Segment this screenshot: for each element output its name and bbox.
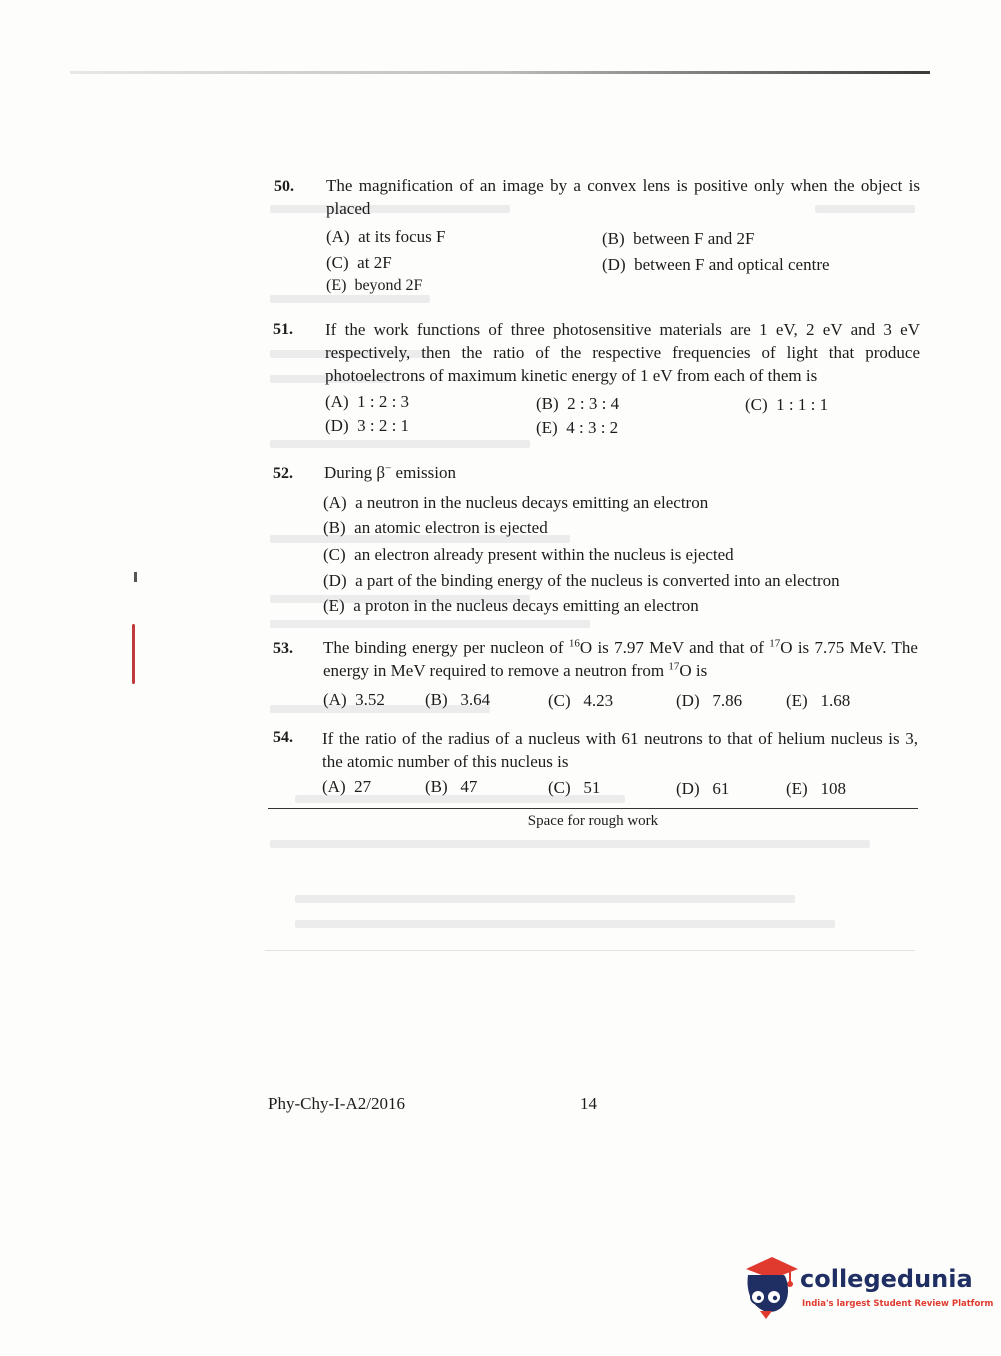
option-a: (A) 1 : 2 : 3: [325, 392, 410, 411]
option-d: (D) a part of the binding energy of the nucleus is converted into an electron: [323, 571, 840, 590]
mascot-icon: [742, 1255, 798, 1321]
option-c: (C) at 2F: [326, 253, 392, 272]
option-e: (E) a proton in the nucleus decays emitting an electron: [323, 596, 699, 615]
question-text: The binding energy per nucleon of $^{16}$O is 7.97 MeV and that of $^{17}$O is 7.75 MeV. The energy in MeV required to remove a neutron from $^{17}$O is: [323, 637, 918, 680]
question-text: If the ratio of the radius of a nucleus with 61 neutrons to that of helium nucleus is 3, the atomic number of this nucleus is: [322, 729, 918, 771]
page-number: 14: [580, 1094, 597, 1113]
question-number: 53.: [273, 640, 293, 657]
rough-work-divider: [268, 808, 918, 809]
question-number: 51.: [273, 321, 293, 338]
question-text: The magnification of an image by a convex lens is positive only when the object is placed: [326, 176, 920, 218]
option-d: (D) between F and optical centre: [602, 255, 830, 274]
option-b: (B) 3.64: [425, 690, 491, 709]
option-a: (A) at its focus F: [326, 227, 446, 246]
question-text: If the work functions of three photosensitive materials are 1 eV, 2 eV and 3 eV respectively, then the ratio of the respective frequencies of light that produce photoelectrons of maximum kinetic energy of 1 eV from each of them is: [325, 320, 920, 385]
paper-code: Phy-Chy-I-A2/2016: [268, 1094, 405, 1113]
margin-mark-red: [132, 624, 135, 684]
option-b: (B) 2 : 3 : 4: [536, 394, 620, 413]
option-c: (C) 4.23: [548, 691, 614, 710]
option-b: (B) between F and 2F: [602, 229, 755, 248]
top-rule: [70, 71, 930, 74]
option-e: (E) 108: [786, 779, 846, 798]
option-a: (A) a neutron in the nucleus decays emitting an electron: [323, 493, 709, 512]
question-number: 54.: [273, 729, 293, 746]
option-b: (B) 47: [425, 777, 478, 796]
logo-tagline: India's largest Student Review Platform: [802, 1299, 994, 1309]
option-d: (D) 61: [676, 779, 730, 798]
option-a: (A) 3.52: [323, 690, 385, 709]
rough-work-label: Space for rough work: [527, 813, 659, 829]
option-d: (D) 3 : 2 : 1: [325, 416, 410, 435]
option-a: (A) 27: [322, 777, 372, 796]
collegedunia-logo: [742, 1255, 994, 1335]
option-e: (E) 1.68: [786, 691, 851, 710]
question-number: 52.: [273, 465, 293, 482]
question-text: During β− emission: [324, 462, 456, 482]
option-d: (D) 7.86: [676, 691, 743, 710]
question-number: 50.: [274, 178, 294, 195]
margin-mark: [134, 572, 137, 582]
option-c: (C) an electron already present within the nucleus is ejected: [323, 545, 734, 564]
option-e: (E) beyond 2F: [326, 277, 423, 294]
option-b: (B) an atomic electron is ejected: [323, 518, 548, 537]
option-c: (C) 51: [548, 778, 601, 797]
option-c: (C) 1 : 1 : 1: [745, 395, 829, 414]
option-e: (E) 4 : 3 : 2: [536, 418, 619, 437]
logo-wordmark: collegedunia: [800, 1265, 973, 1293]
